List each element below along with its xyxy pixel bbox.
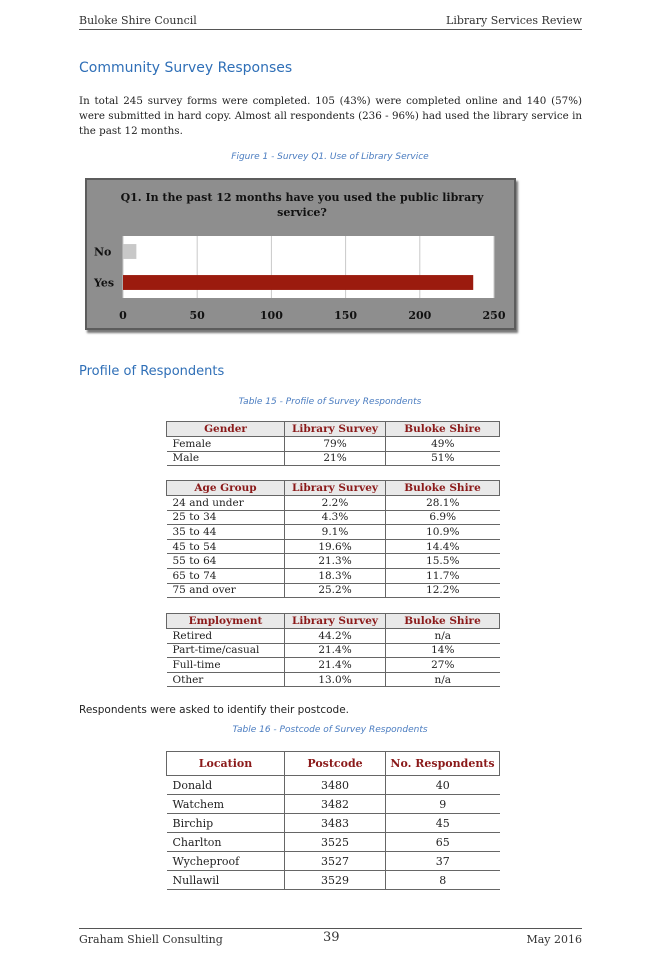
table-row [167,629,500,644]
library-value: 21.4% [285,658,386,673]
buloke-shire-header: Buloke Shire [386,422,500,437]
bar-chart [85,178,516,330]
library-value: 21.3% [285,554,386,569]
postcode-value: 3480 [285,776,386,795]
shire-value: 12.2% [386,583,500,598]
shire-value: 14% [386,643,500,658]
respondent-count: 8 [386,871,500,890]
row-label: 35 to 44 [167,525,285,540]
row-label: Female [167,437,285,452]
table-row [167,525,500,540]
library-value: 21.4% [285,643,386,658]
age-group-header: Age Group [167,481,285,496]
bar-yes [123,275,473,290]
bar-no [123,244,136,259]
row-label: Part-time/casual [167,643,285,658]
chart-canvas [87,180,514,328]
footer-date: May 2016 [526,933,582,946]
respondent-count: 9 [386,795,500,814]
shire-value: 49% [386,437,500,452]
page-footer [79,928,582,948]
header-organisation: Buloke Shire Council [79,14,197,27]
table-row [167,795,500,814]
table-row [167,658,500,673]
respondent-count: 37 [386,852,500,871]
location-name: Nullawil [167,871,285,890]
library-value: 44.2% [285,629,386,644]
postcode-value: 3483 [285,814,386,833]
respondent-count: 45 [386,814,500,833]
shire-value: 28.1% [386,496,500,511]
row-label: Male [167,451,285,466]
age-table [166,480,500,598]
shire-value: 51% [386,451,500,466]
shire-value: 15.5% [386,554,500,569]
page-header [79,13,582,30]
row-label: 25 to 34 [167,510,285,525]
location-header: Location [167,752,285,776]
figure-caption: Figure 1 - Survey Q1. Use of Library Service [231,152,429,162]
x-tick-label: 0 [119,309,127,322]
library-value: 19.6% [285,539,386,554]
location-name: Charlton [167,833,285,852]
intro-paragraph: In total 245 survey forms were completed. 105 (43%) were completed online and 140 (57%) were submitted in hard copy. Almost all respondents (236 - 96%) had used the library service in the past 12 months. [79,95,582,137]
row-label: 65 to 74 [167,568,285,583]
table-row [167,672,500,687]
table-row [167,510,500,525]
table-row [167,776,500,795]
location-table [166,751,500,890]
location-name: Birchip [167,814,285,833]
shire-value: 27% [386,658,500,673]
shire-value: 11.7% [386,568,500,583]
row-label: 55 to 64 [167,554,285,569]
shire-value: n/a [386,629,500,644]
table-row [167,451,500,466]
respondents-header: No. Respondents [386,752,500,776]
x-tick-label: 150 [334,309,358,322]
library-value: 25.2% [285,583,386,598]
table-row [167,871,500,890]
table16-caption: Table 16 - Postcode of Survey Respondents [232,725,428,735]
postcode-header: Postcode [285,752,386,776]
gender-header: Gender [167,422,285,437]
postcode-value: 3525 [285,833,386,852]
x-tick-label: 250 [482,309,506,322]
table-row [167,814,500,833]
table-row [167,833,500,852]
row-label: Other [167,672,285,687]
row-label: 75 and over [167,583,285,598]
shire-value: 14.4% [386,539,500,554]
table-row [167,496,500,511]
table-row [167,554,500,569]
row-label: 24 and under [167,496,285,511]
table-row [167,568,500,583]
table15-caption: Table 15 - Profile of Survey Respondents [238,397,422,407]
buloke-shire-header: Buloke Shire [386,614,500,629]
library-value: 4.3% [285,510,386,525]
location-name: Watchem [167,795,285,814]
shire-value: 6.9% [386,510,500,525]
location-name: Wycheproof [167,852,285,871]
x-tick-label: 50 [189,309,205,322]
x-tick-label: 200 [408,309,432,322]
employment-header: Employment [167,614,285,629]
table-row [167,852,500,871]
library-value: 2.2% [285,496,386,511]
table-row [167,583,500,598]
respondent-count: 40 [386,776,500,795]
location-name: Donald [167,776,285,795]
library-survey-header: Library Survey [285,614,386,629]
category-label: No [94,245,112,259]
library-survey-header: Library Survey [285,481,386,496]
postcode-value: 3527 [285,852,386,871]
gender-table [166,421,500,466]
category-label: Yes [94,276,115,290]
header-report-title: Library Services Review [446,14,582,27]
x-tick-label: 100 [259,309,283,322]
footer-author: Graham Shiell Consulting [79,933,223,946]
chart-title: Q1. In the past 12 months have you used the public library service? [120,191,484,219]
postcode-intro: Respondents were asked to identify their postcode. [79,704,350,716]
row-label: Retired [167,629,285,644]
section-title-survey: Community Survey Responses [79,60,293,76]
buloke-shire-header: Buloke Shire [386,481,500,496]
respondent-count: 65 [386,833,500,852]
employment-table [166,613,500,687]
postcode-value: 3529 [285,871,386,890]
row-label: 45 to 54 [167,539,285,554]
shire-value: 10.9% [386,525,500,540]
row-label: Full-time [167,658,285,673]
table-row [167,643,500,658]
page-number: 39 [323,930,340,945]
library-value: 9.1% [285,525,386,540]
library-value: 13.0% [285,672,386,687]
library-value: 18.3% [285,568,386,583]
table-row [167,437,500,452]
library-value: 79% [285,437,386,452]
library-survey-header: Library Survey [285,422,386,437]
shire-value: n/a [386,672,500,687]
library-value: 21% [285,451,386,466]
postcode-value: 3482 [285,795,386,814]
section-title-profile: Profile of Respondents [79,364,225,379]
table-row [167,539,500,554]
